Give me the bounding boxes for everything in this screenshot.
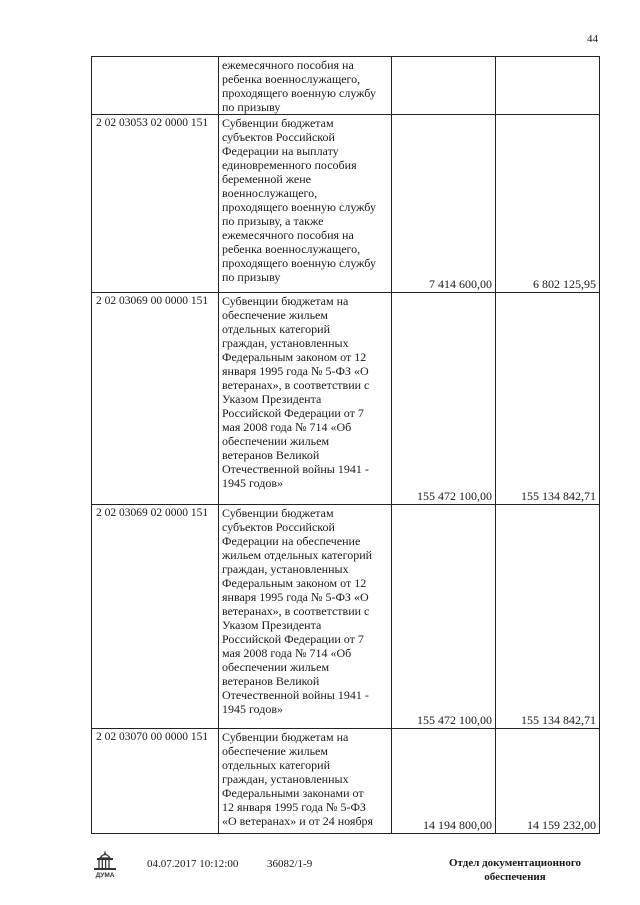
duma-building-icon [91,848,119,880]
table-row [92,729,600,834]
description-cell: Субвенции бюджетам на обеспечение жильем отдельных категорий граждан, установленных Федеральным законом от 12 января 1995 года № 5-ФЗ «О ветеранах», в соответствии с Указом Президента Российской Федерации от 7 мая 2008 года № 714 «Об обеспечении жильем ветеранов Великой Отечественной войны 1941 - 1945 годов» [219,293,392,505]
planned-amount-cell [392,57,496,115]
description-cell: Субвенции бюджетам субъектов Российской Федерации на обеспечение жильем отдельных категорий граждан, установленных Федеральным законом от 12 января 1995 года № 5-ФЗ «О ветеранах», в соответствии с Указом Президента Российской Федерации от 7 мая 2008 года № 714 «Об обеспечении жильем ветеранов Великой Отечественной войны 1941 - 1945 годов» [219,505,392,729]
planned-amount-cell: 155 472 100,00 [392,505,496,729]
planned-amount-cell: 14 194 800,00 [392,729,496,834]
page-number: 44 [587,33,598,45]
description-cell: ежемесячного пособия на ребенка военнослужащего, проходящего военную службу по призыву [219,57,392,115]
budget-code-cell: 2 02 03069 02 0000 151 [92,505,219,729]
budget-code-cell: 2 02 03070 00 0000 151 [92,729,219,834]
description-cell: Субвенции бюджетам субъектов Российской Федерации на выплату единовременного пособия беременной жене военнослужащего, проходящего военную службу по призыву, а также ежемесячного пособия на ребенка военнослужащего, проходящего военную службу по призыву [219,115,392,293]
budget-code-cell [92,57,219,115]
executed-amount-cell: 155 134 842,71 [496,505,600,729]
executed-amount-cell: 6 802 125,95 [496,115,600,293]
department-name: Отдел документационного обеспечения [448,857,582,883]
executed-amount-cell: 14 159 232,00 [496,729,600,834]
executed-amount-cell: 155 134 842,71 [496,293,600,505]
table-row [92,293,600,505]
page-footer [0,848,640,898]
executed-amount-cell [496,57,600,115]
planned-amount-cell: 7 414 600,00 [392,115,496,293]
print-datetime: 04.07.2017 10:12:00 [147,858,239,870]
table-row [92,115,600,293]
budget-code-cell: 2 02 03053 02 0000 151 [92,115,219,293]
table-row [92,505,600,729]
description-cell: Субвенции бюджетам на обеспечение жильем отдельных категорий граждан, установленных Федеральными законами от 12 января 1995 года № 5-ФЗ «О ветеранах» и от 24 ноября [219,729,392,834]
planned-amount-cell: 155 472 100,00 [392,293,496,505]
budget-code-cell: 2 02 03069 00 0000 151 [92,293,219,505]
logo-lettering: ДУМА [95,872,115,879]
table-row [92,57,600,115]
budget-table [91,56,600,834]
document-number: 36082/1-9 [267,858,313,870]
